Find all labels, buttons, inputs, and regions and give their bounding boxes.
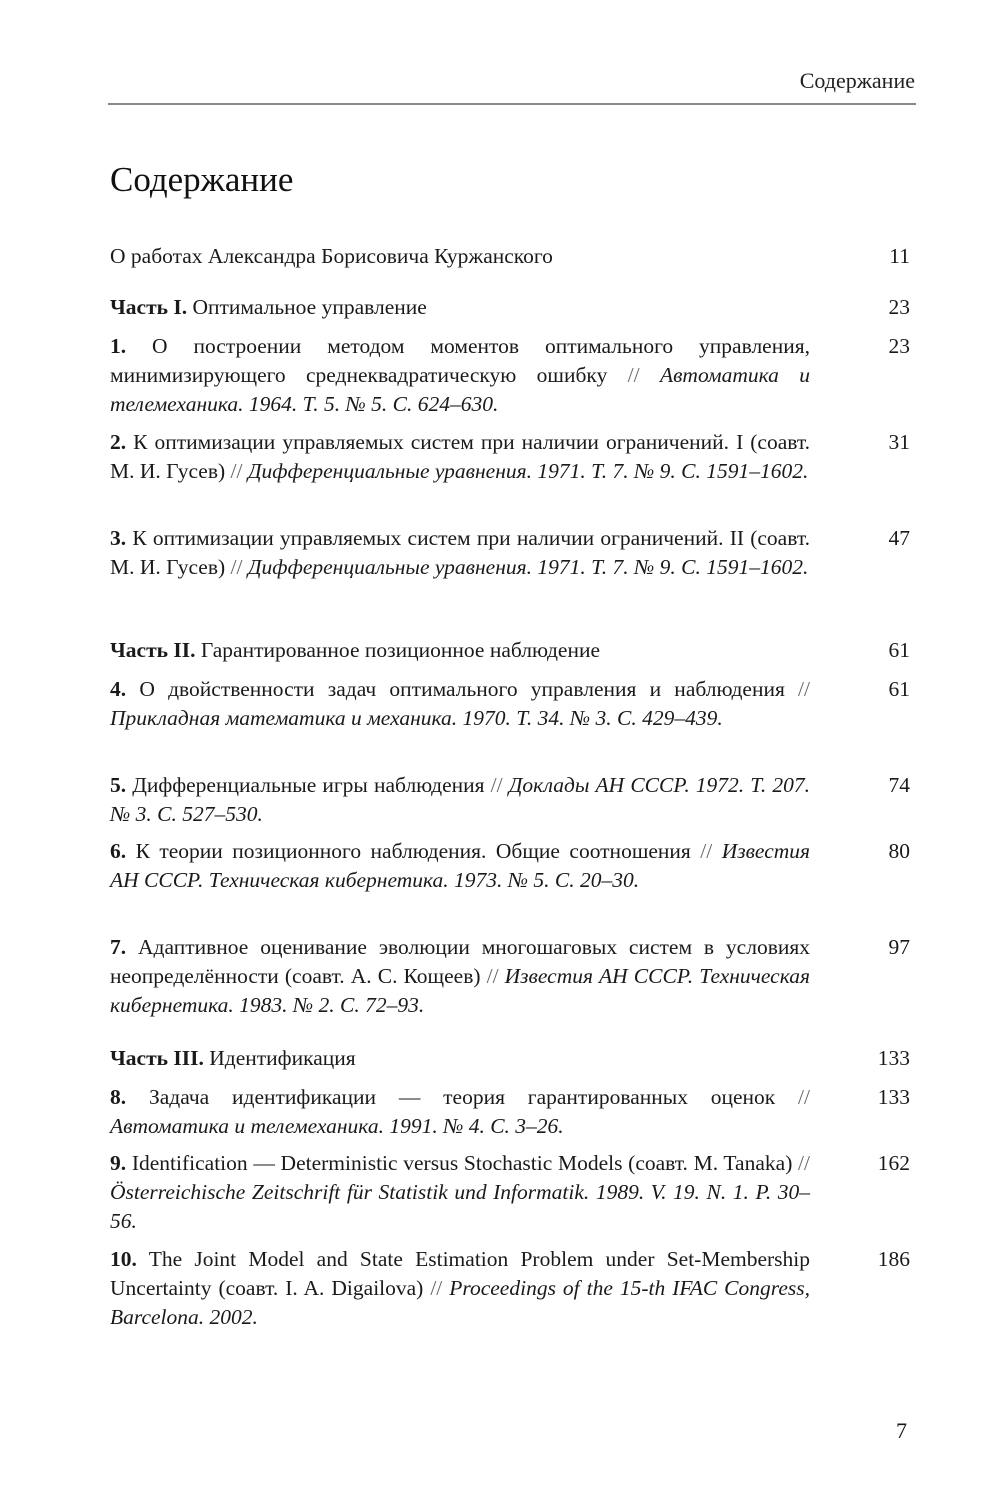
entry-number: 8. — [110, 1085, 127, 1109]
toc-entry-3[interactable] — [110, 524, 910, 582]
part-title: Идентификация — [209, 1046, 356, 1070]
separator: // — [423, 1276, 450, 1300]
entry-title: Адаптивное оценивание эволюции многошаговых систем в условиях неопределённости (соавт. А. С. Кощеев) — [110, 935, 810, 988]
toc-part-3[interactable] — [110, 1044, 910, 1073]
entry-title: О построении методом моментов оптимального управления, минимизирующего среднеквадратическую ошибку — [110, 334, 810, 387]
entry-citation: Автоматика и телемеханика. 1964. Т. 5. № 5. С. 624–630. — [110, 363, 810, 416]
toc-intro-title: О работах Александра Борисовича Куржанского — [110, 244, 553, 268]
entry-title: К оптимизации управляемых систем при наличии ограничений. I (соавт. М. И. Гусев) — [110, 430, 811, 483]
toc-entry-6[interactable] — [110, 837, 910, 895]
toc-entry-1[interactable] — [110, 332, 910, 419]
part-label: Часть II. — [110, 638, 196, 662]
toc-intro[interactable] — [110, 242, 910, 271]
toc-page-number: 80 — [888, 839, 910, 863]
separator: // — [792, 1151, 811, 1175]
entry-title: К оптимизации управляемых систем при наличии ограничений. II (соавт. М. И. Гусев) — [110, 526, 810, 579]
toc-page-number: 74 — [888, 773, 910, 797]
toc-page-number: 11 — [889, 244, 910, 268]
entry-number: 1. — [110, 334, 127, 358]
toc-entry-10[interactable] — [110, 1245, 910, 1332]
entry-citation: Прикладная математика и механика. 1970. Т. 34. № 3. С. 429–439. — [110, 706, 723, 730]
entry-citation: Дифференциальные уравнения. 1971. Т. 7. № 9. С. 1591–1602. — [247, 555, 809, 579]
entry-citation: Österreichische Zeitschrift für Statistik und Informatik. 1989. V. 19. N. 1. P. 30–56. — [110, 1180, 810, 1233]
toc-page-number: 162 — [877, 1151, 910, 1175]
entry-number: 2. — [110, 430, 127, 454]
separator: // — [225, 459, 248, 483]
toc-entry-5[interactable] — [110, 771, 910, 829]
part-label: Часть I. — [110, 295, 188, 319]
part-title: Оптимальное управление — [192, 295, 427, 319]
entry-title: Задача идентификации — теория гарантированных оценок — [148, 1085, 776, 1109]
entry-number: 4. — [110, 677, 127, 701]
entry-number: 10. — [110, 1247, 137, 1271]
toc-page-number: 61 — [888, 677, 910, 701]
entry-number: 9. — [110, 1151, 127, 1175]
toc-page-number: 61 — [888, 638, 910, 662]
toc-page-number: 23 — [888, 334, 910, 358]
entry-number: 5. — [110, 773, 127, 797]
toc-page-number: 133 — [877, 1085, 910, 1109]
toc-page-number: 31 — [888, 430, 910, 454]
entry-citation: Автоматика и телемеханика. 1991. № 4. С. 3–26. — [110, 1114, 564, 1138]
toc-page-number: 47 — [888, 526, 910, 550]
part-title: Гарантированное позиционное наблюдение — [200, 638, 601, 662]
entry-title: The Joint Model and State Estimation Problem under Set-Membership Uncertainty (соавт. I. A. Digailova) — [110, 1247, 810, 1300]
entry-title: О двойственности задач оптимального управления и наблюдения — [139, 677, 785, 701]
toc-page-number: 97 — [888, 935, 910, 959]
toc-page-number: 186 — [877, 1247, 910, 1271]
toc-entry-7[interactable] — [110, 933, 910, 1020]
toc-entry-8[interactable] — [110, 1083, 910, 1141]
header-rule — [108, 103, 916, 105]
entry-citation: Дифференциальные уравнения. 1971. Т. 7. № 9. С. 1591–1602. — [247, 459, 809, 483]
entry-number: 3. — [110, 526, 127, 550]
page-number: 7 — [896, 1418, 907, 1443]
toc-entry-4[interactable] — [110, 675, 910, 733]
toc-entry-2[interactable] — [110, 428, 910, 486]
entry-number: 7. — [110, 935, 127, 959]
separator: // — [480, 964, 505, 988]
page-title: Содержание — [110, 160, 294, 199]
separator: // — [607, 363, 660, 387]
toc-page-number: 133 — [877, 1046, 910, 1070]
separator: // — [775, 1085, 810, 1109]
toc-part-2[interactable] — [110, 636, 910, 665]
separator: // — [784, 677, 810, 701]
part-label: Часть III. — [110, 1046, 204, 1070]
entry-citation: Известия АН СССР. Техническая кибернетика. 1973. № 5. С. 20–30. — [110, 839, 811, 892]
running-head: Содержание — [799, 68, 915, 93]
entry-title: К теории позиционного наблюдения. Общие соотношения — [135, 839, 691, 863]
entry-title: Дифференциальные игры наблюдения — [132, 773, 485, 797]
entry-citation: Известия АН СССР. Техническая кибернетика. 1983. № 2. С. 72–93. — [110, 964, 810, 1017]
toc-part-1[interactable] — [110, 293, 910, 322]
separator: // — [225, 555, 248, 579]
toc-page-number: 23 — [888, 295, 910, 319]
entry-citation: Proceedings of the 15-th IFAC Congress, Barcelona. 2002. — [110, 1276, 810, 1329]
separator: // — [690, 839, 722, 863]
separator: // — [484, 773, 509, 797]
toc-entry-9[interactable] — [110, 1149, 910, 1236]
entry-number: 6. — [110, 839, 127, 863]
entry-title: Identification — Deterministic versus Stochastic Models (соавт. M. Tanaka) — [131, 1151, 793, 1175]
entry-citation: Доклады АН СССР. 1972. Т. 207. № 3. С. 527–530. — [110, 773, 810, 826]
